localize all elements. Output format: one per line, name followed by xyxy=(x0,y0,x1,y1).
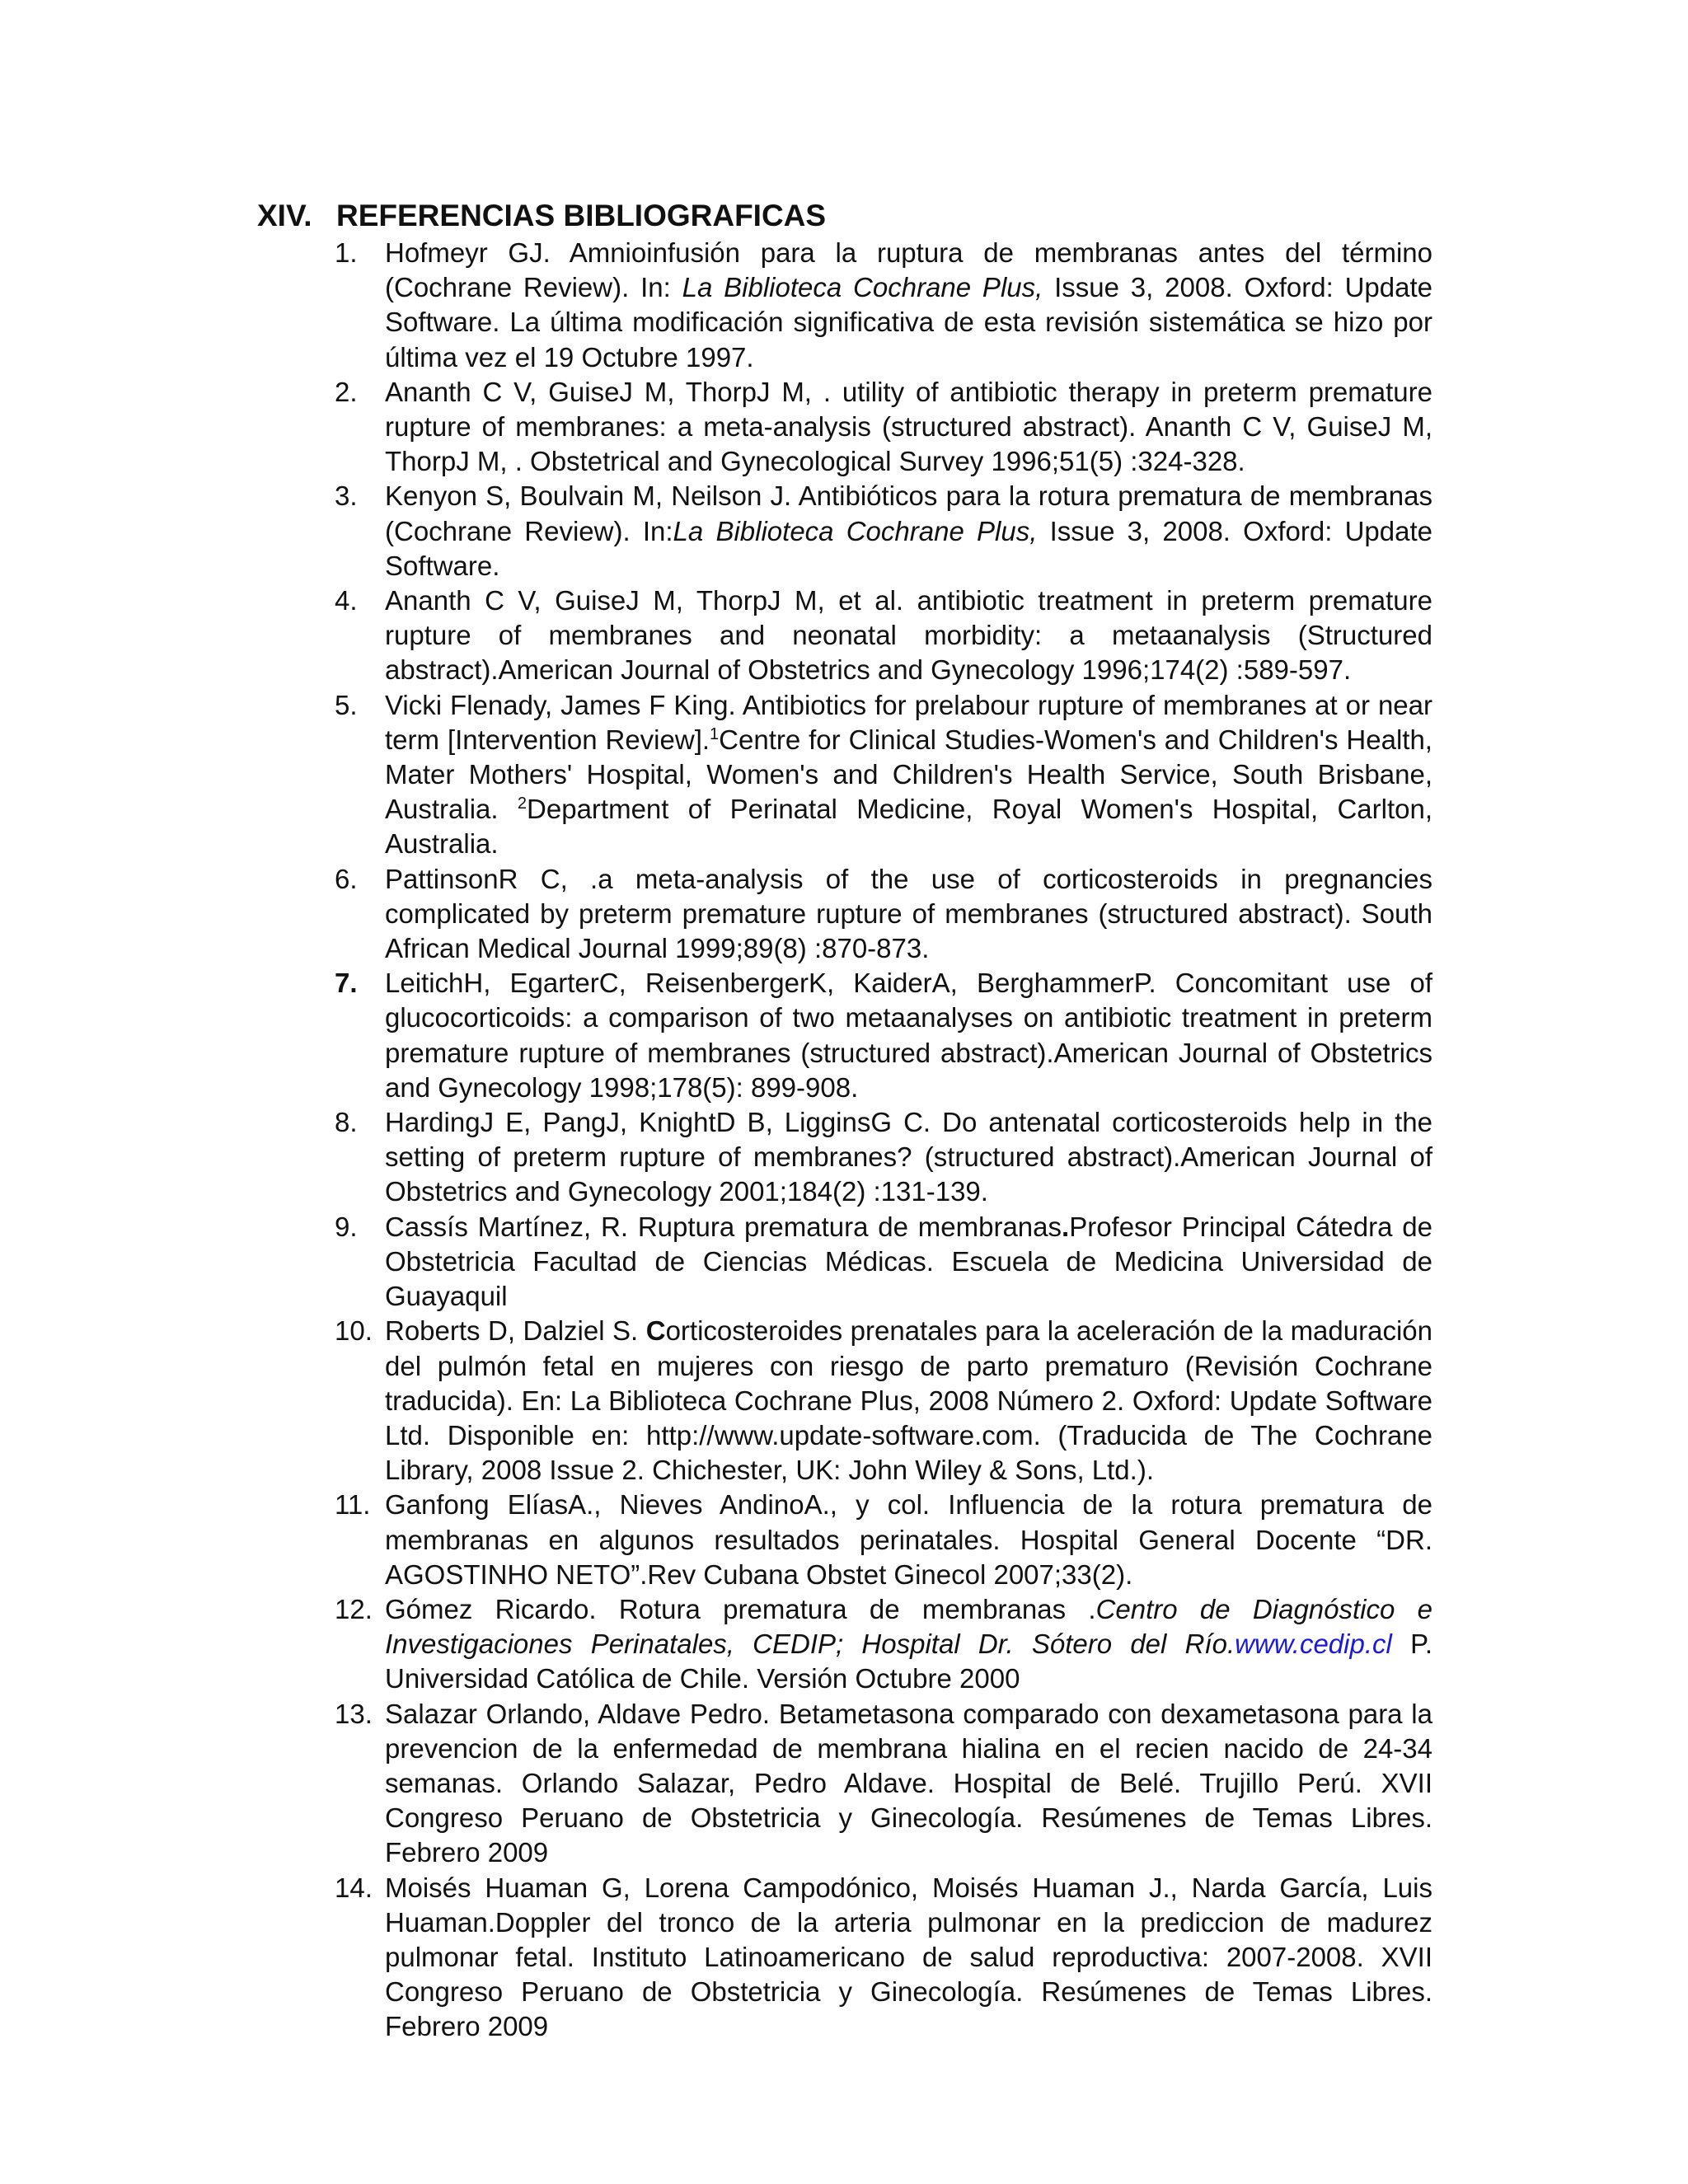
reference-number: 7. xyxy=(335,968,358,999)
reference-item xyxy=(330,862,1432,967)
section-title: REFERENCIAS BIBLIOGRAFICAS xyxy=(336,199,827,232)
reference-text-segment: P. Universidad Católica de Chile. Versión Octubre 2000 xyxy=(385,1629,1432,1694)
reference-text xyxy=(385,688,1432,862)
reference-item xyxy=(330,479,1432,583)
reference-list xyxy=(330,236,1432,2045)
reference-italic-source: Centro de Diagnóstico e Investigaciones Perinatales, CEDIP; Hospital Dr. Sótero del Río. xyxy=(385,1593,1432,1660)
reference-text xyxy=(385,479,1432,583)
reference-text-segment: Kenyon S, Boulvain M, Neilson J. Antibióticos para la rotura prematura de membranas (Cochrane Review). In: xyxy=(385,480,1432,546)
reference-number: 12. xyxy=(335,1593,373,1624)
section-heading xyxy=(257,194,1411,237)
reference-text: LeitichH, EgarterC, ReisenbergerK, KaiderA, BerghammerP. Concomitant use of glucocorticoids: a comparison of two metaanalyses on antibiotic treatment in preterm premature rupture of membranes (structured abstract).American Journal of Obstetrics and Gynecology 1998;178(5): 899-908. xyxy=(385,968,1432,1103)
reference-item xyxy=(330,375,1432,480)
reference-text xyxy=(385,236,1432,375)
reference-item xyxy=(330,688,1432,862)
reference-item xyxy=(330,1871,1432,2045)
reference-text xyxy=(385,1210,1432,1315)
reference-text-segment: Cassís Martínez, R. Ruptura prematura de membranas xyxy=(385,1211,1062,1242)
affiliation-superscript: 1 xyxy=(710,724,720,743)
reference-text: Salazar Orlando, Aldave Pedro. Betametasona comparado con dexametasona para la prevencion de la enfermedad de membrana hialina en el recien nacido de 24-34 semanas. Orlando Salazar, Pedro Aldave. Hospital de Belé. Trujillo Perú. XVII Congreso Peruano de Obstetricia y Ginecología. Resúmenes de Temas Libres. Febrero 2009 xyxy=(385,1698,1432,1868)
reference-text: Ganfong ElíasA., Nieves AndinoA., y col. Influencia de la rotura prematura de membranas en algunos resultados perinatales. Hospital General Docente “DR. AGOSTINHO NETO”.Rev Cubana Obstet Ginecol 2007;33(2). xyxy=(385,1489,1432,1590)
reference-item xyxy=(330,1488,1432,1592)
reference-item xyxy=(330,966,1432,1105)
reference-text: PattinsonR C, .a meta-analysis of the use of corticosteroids in pregnancies complicated by preterm premature rupture of membranes (structured abstract). South African Medical Journal 1999;89(8) :870-873. xyxy=(385,863,1432,964)
reference-text xyxy=(385,1314,1432,1488)
reference-number: 6. xyxy=(335,863,358,894)
reference-link[interactable]: www.cedip.cl xyxy=(1235,1629,1392,1660)
reference-text: Ananth C V, GuiseJ M, ThorpJ M, et al. antibiotic treatment in preterm premature rupture of membranes and neonatal morbidity: a metaanalysis (Structured abstract).American Journal of Obstetrics and Gynecology 1996;174(2) :589-597. xyxy=(385,585,1432,686)
reference-italic-source: La Biblioteca Cochrane Plus, xyxy=(682,272,1043,303)
reference-item xyxy=(330,236,1432,375)
reference-text-segment: Centre for Clinical Studies-Women's and Children's Health, Mater Mothers' Hospital, Women's and Children's Health Service, South Brisbane, Australia. xyxy=(385,724,1432,825)
reference-number: 8. xyxy=(335,1107,358,1138)
reference-text-segment: Issue 3, 2008. Oxford: Update Software. xyxy=(385,515,1432,581)
reference-text: HardingJ E, PangJ, KnightD B, LigginsG C. Do antenatal corticosteroids help in the setting of preterm rupture of membranes? (structured abstract).American Journal of Obstetrics and Gynecology 2001;184(2) :131-139. xyxy=(385,1107,1432,1207)
section-number: XIV. xyxy=(257,199,312,232)
reference-number: 14. xyxy=(335,1872,373,1903)
reference-item xyxy=(330,583,1432,688)
reference-text xyxy=(385,1592,1432,1697)
reference-text-segment: Hofmeyr GJ. Amnioinfusión para la ruptura de membranas antes del término (Cochrane Review). In: xyxy=(385,237,1432,303)
reference-item xyxy=(330,1697,1432,1871)
reference-number: 10. xyxy=(335,1315,373,1347)
reference-text-segment: Vicki Flenady, James F King. Antibiotics for prelabour rupture of membranes at or near term [Intervention Review]. xyxy=(385,689,1432,755)
reference-text-segment: Department of Perinatal Medicine, Royal Women's Hospital, Carlton, Australia. xyxy=(385,794,1433,860)
reference-item xyxy=(330,1592,1432,1697)
reference-number: 1. xyxy=(335,237,358,268)
reference-number: 5. xyxy=(335,689,358,720)
affiliation-superscript: 2 xyxy=(517,794,528,813)
reference-number: 13. xyxy=(335,1698,373,1729)
reference-text: Moisés Huaman G, Lorena Campodónico, Moisés Huaman J., Narda García, Luis Huaman.Doppler del tronco de la arteria pulmonar en la prediccion de madurez pulmonar fetal. Instituto Latinoamericano de salud reproductiva: 2007-2008. XVII Congreso Peruano de Obstetricia y Ginecología. Resúmenes de Temas Libres. Febrero 2009 xyxy=(385,1872,1432,2042)
reference-text: Ananth C V, GuiseJ M, ThorpJ M, . utility of antibiotic therapy in preterm premature rupture of membranes: a meta-analysis (structured abstract). Ananth C V, GuiseJ M, ThorpJ M, . Obstetrical and Gynecological Survey 1996;51(5) :324-328. xyxy=(385,376,1432,477)
reference-number: 2. xyxy=(335,376,358,407)
reference-item xyxy=(330,1210,1432,1315)
reference-text-segment: Gómez Ricardo. Rotura prematura de membranas . xyxy=(385,1593,1096,1624)
reference-number: 3. xyxy=(335,480,358,512)
reference-bold-mark: C xyxy=(645,1315,666,1347)
reference-number: 4. xyxy=(335,585,358,616)
reference-text-segment: Roberts D, Dalziel S. xyxy=(385,1315,646,1347)
reference-text-segment: orticosteroides prenatales para la aceleración de la maduración del pulmón fetal en mujeres con riesgo de parto prematuro (Revisión Cochrane traducida). En: La Biblioteca Cochrane Plus, 2008 Número 2. Oxford: Update Software Ltd. Disponible en: http://www.update-software.com. (Traducida de The Cochrane Library, 2008 Issue 2. Chichester, UK: John Wiley & Sons, Ltd.). xyxy=(385,1315,1432,1486)
reference-text-segment: Profesor Principal Cátedra de Obstetricia Facultad de Ciencias Médicas. Escuela de Medicina Universidad de Guayaquil xyxy=(385,1211,1432,1312)
reference-italic-source: La Biblioteca Cochrane Plus, xyxy=(673,515,1038,546)
reference-number: 11. xyxy=(335,1489,371,1521)
reference-item xyxy=(330,1314,1432,1488)
reference-text-segment: Issue 3, 2008. Oxford: Update Software. La última modificación significativa de esta revisión sistemática se hizo por última vez el 19 Octubre 1997. xyxy=(385,272,1432,373)
reference-bold-mark: . xyxy=(1062,1211,1070,1242)
reference-item xyxy=(330,1105,1432,1210)
reference-number: 9. xyxy=(335,1211,358,1242)
